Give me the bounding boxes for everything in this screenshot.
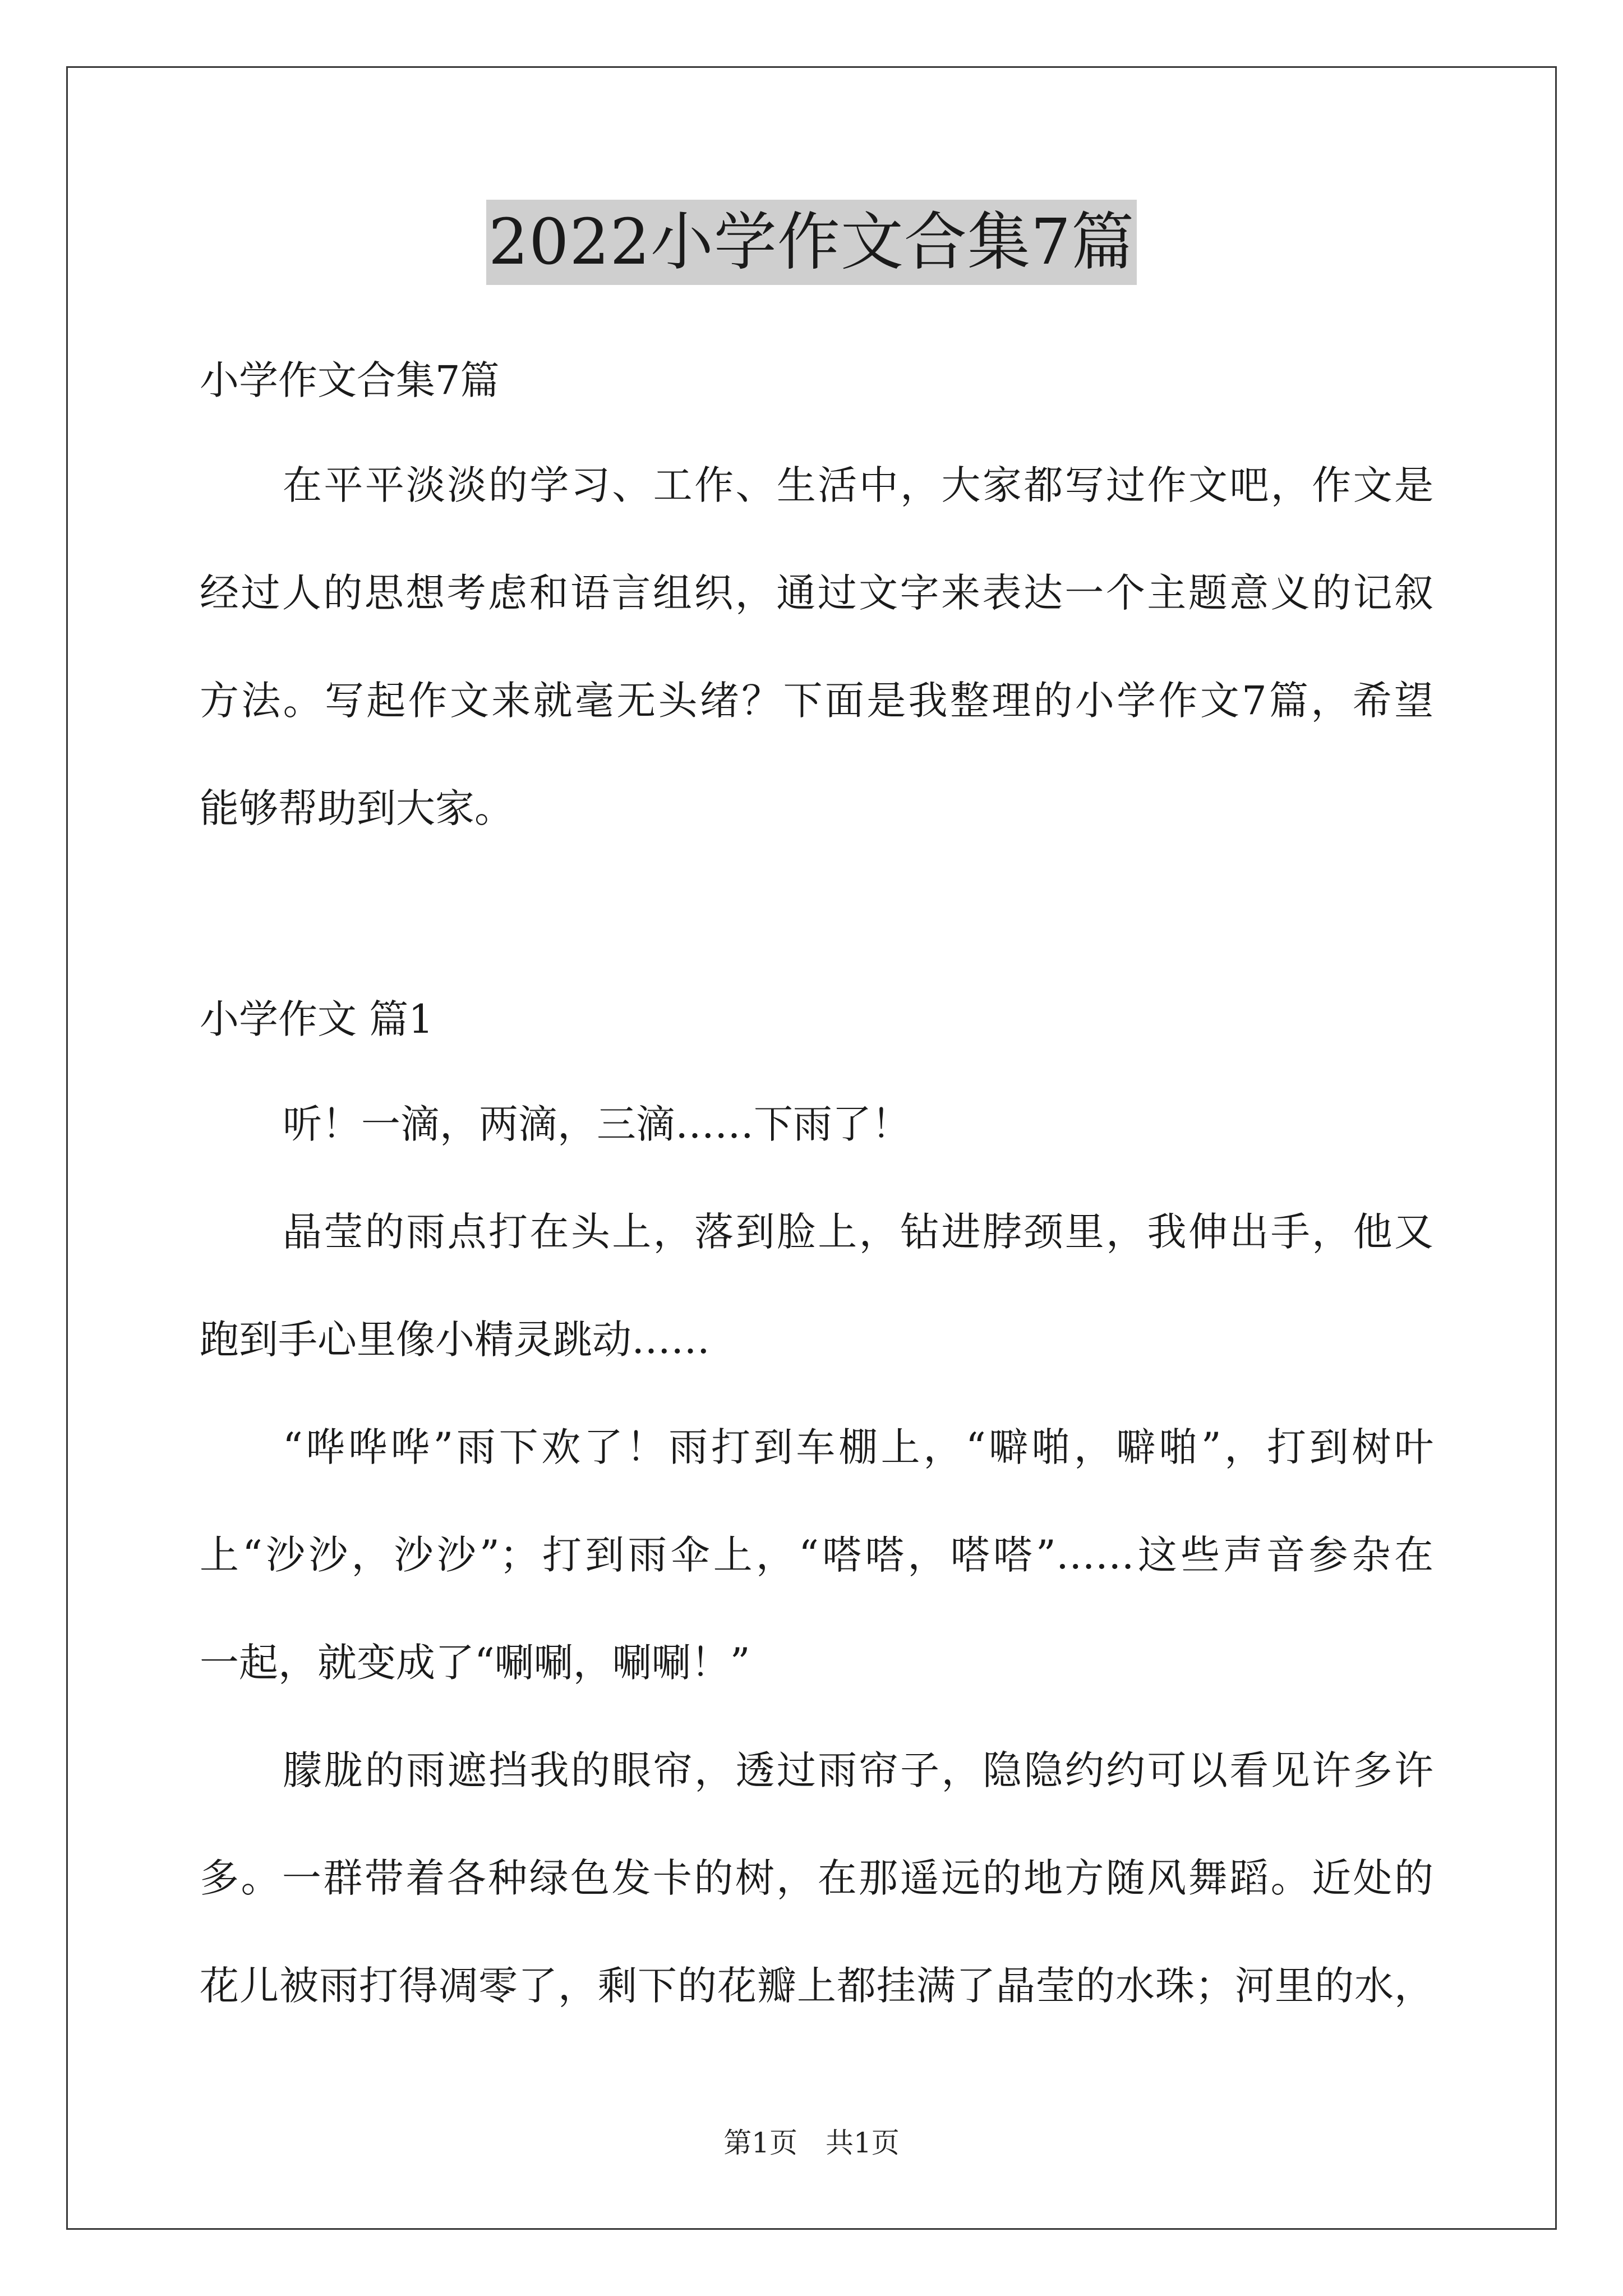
intro-line: 经过人的思想考虑和语言组织，通过文字来表达一个主题意义的记叙 <box>200 570 1433 616</box>
document-subtitle: 小学作文合集7篇 <box>200 357 500 403</box>
paragraph-line: 上“沙沙，沙沙”；打到雨伞上，“嗒嗒，嗒嗒”……这些声音参杂在 <box>200 1532 1433 1578</box>
paragraph-line: 听！一滴，两滴，三滴……下雨了！ <box>283 1101 911 1147</box>
paragraph-line: 晶莹的雨点打在头上，落到脸上，钻进脖颈里，我伸出手，他又 <box>283 1209 1433 1255</box>
page-footer: 第1页 共1页 <box>723 2127 900 2159</box>
title-container <box>0 200 1623 285</box>
document-title: 2022小学作文合集7篇 <box>486 200 1137 285</box>
intro-line: 能够帮助到大家。 <box>200 785 514 831</box>
paragraph-line: 花儿被雨打得凋零了，剩下的花瓣上都挂满了晶莹的水珠；河里的水， <box>200 1963 1433 2009</box>
paragraph-line: 多。一群带着各种绿色发卡的树，在那遥远的地方随风舞蹈。近处的 <box>200 1855 1433 1901</box>
section-heading: 小学作文 篇1 <box>200 996 434 1042</box>
paragraph-line: 跑到手心里像小精灵跳动…… <box>200 1317 710 1363</box>
paragraph-line: 朦胧的雨遮挡我的眼帘，透过雨帘子，隐隐约约可以看见许多许 <box>283 1747 1433 1793</box>
intro-line: 方法。写起作文来就毫无头绪？下面是我整理的小学作文7篇，希望 <box>200 678 1433 724</box>
paragraph-line: “哗哗哗”雨下欢了！雨打到车棚上，“噼啪，噼啪”，打到树叶 <box>283 1424 1433 1470</box>
paragraph-line: 一起，就变成了“唰唰，唰唰！” <box>200 1640 750 1686</box>
intro-line: 在平平淡淡的学习、工作、生活中，大家都写过作文吧，作文是 <box>283 462 1433 508</box>
